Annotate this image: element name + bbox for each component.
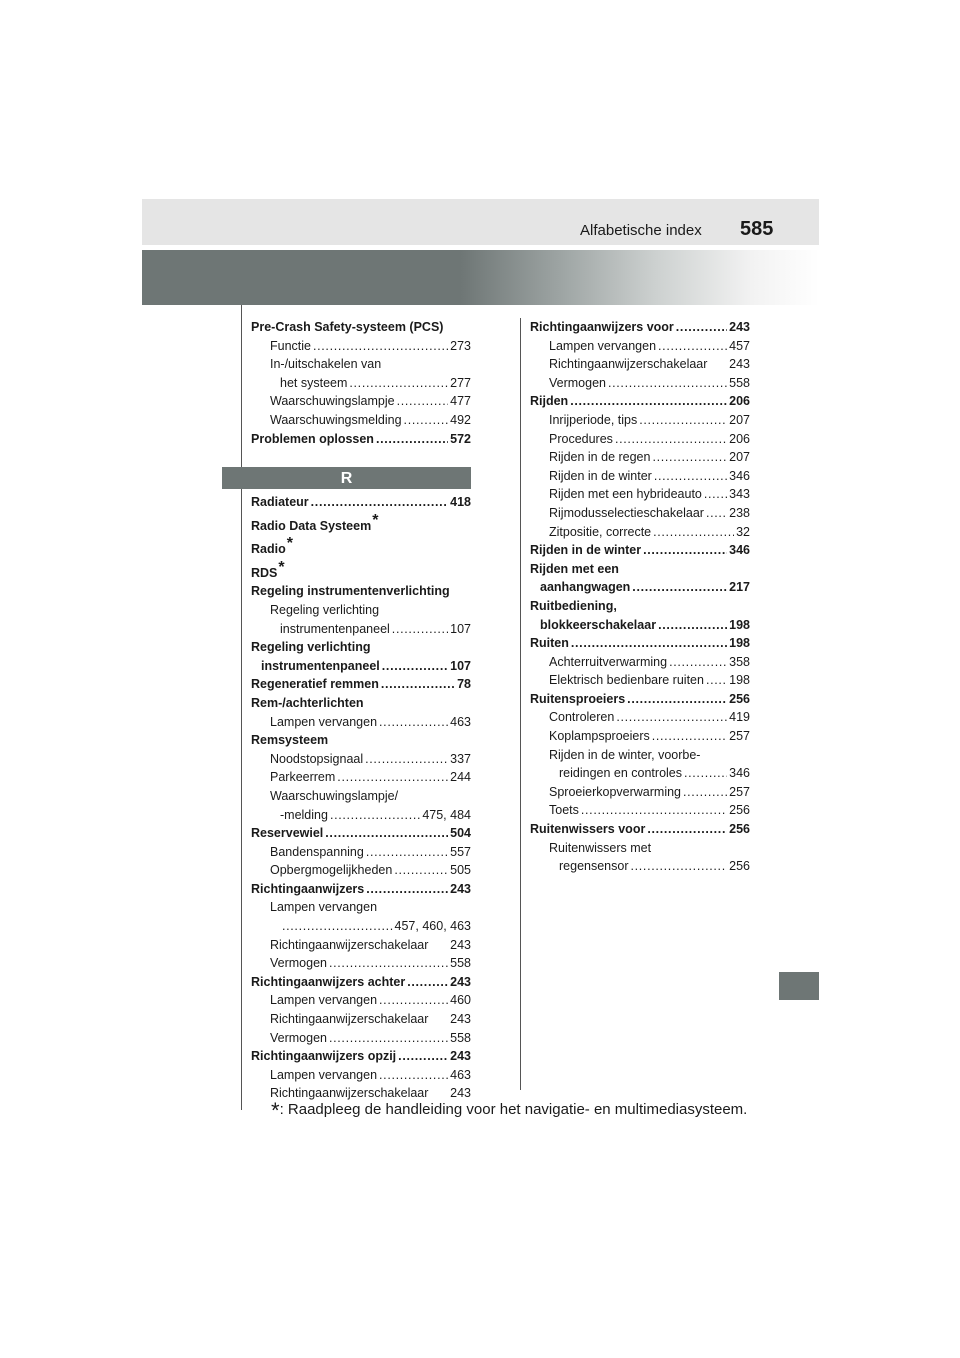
dot-leader — [706, 671, 727, 690]
entry-term: Waarschuwingslampje/ — [270, 788, 399, 803]
entry-term: Bandenspanning — [270, 844, 364, 859]
entry-term: Richtingaanwijzerschakelaar — [270, 1012, 429, 1027]
entry-term: Sproeierkopverwarming — [549, 784, 682, 799]
entry-page: 463 — [450, 1067, 471, 1082]
dot-leader — [282, 917, 393, 936]
entry-page: 337 — [450, 751, 471, 766]
dot-leader — [379, 713, 448, 732]
dot-leader — [608, 374, 727, 393]
index-entry — [251, 1029, 471, 1048]
entry-term: Richtingaanwijzerschakelaar — [270, 1086, 429, 1101]
entry-term: In-/uitschakelen van — [270, 357, 382, 372]
entry-page: 107 — [450, 658, 471, 673]
entry-page: 343 — [729, 487, 750, 502]
entry-term: Noodstopsignaal — [270, 751, 364, 766]
entry-page: 206 — [729, 394, 750, 409]
dot-leader — [639, 411, 727, 430]
index-entry — [530, 634, 750, 653]
entry-term: Rijden met een — [530, 561, 619, 576]
entry-page: 492 — [450, 412, 471, 427]
index-entry — [530, 727, 750, 746]
dot-leader — [376, 430, 448, 449]
entry-page: 256 — [729, 859, 750, 874]
footnote-ref: * — [372, 511, 379, 529]
entry-page: 346 — [729, 468, 750, 483]
dot-leader — [379, 991, 448, 1010]
index-column-left-r — [251, 493, 471, 1103]
index-entry — [530, 708, 750, 727]
entry-term: Radio* — [251, 535, 293, 557]
index-column-right — [530, 318, 750, 876]
dot-leader — [398, 1047, 448, 1066]
entry-page: 256 — [729, 803, 750, 818]
left-margin-rule — [241, 305, 242, 1110]
entry-page: 504 — [450, 826, 471, 841]
index-entry — [251, 601, 471, 620]
entry-term: Vermogen — [270, 1030, 327, 1045]
index-entry — [251, 954, 471, 973]
index-entry — [251, 675, 471, 694]
entry-page: 206 — [729, 431, 750, 446]
entry-term: Procedures — [549, 431, 613, 446]
index-entry — [251, 917, 471, 936]
entry-page: 477 — [450, 394, 471, 409]
entry-page: 32 — [736, 524, 750, 539]
footnote-ref: * — [278, 558, 285, 576]
index-entry — [251, 880, 471, 899]
entry-term: Vermogen — [270, 956, 327, 971]
dot-leader — [669, 653, 727, 672]
index-entry — [251, 535, 471, 559]
entry-term: Lampen vervangen — [270, 900, 378, 915]
index-entry — [251, 512, 471, 536]
entry-term: instrumentenpaneel — [261, 658, 380, 673]
index-entry — [530, 485, 750, 504]
dot-leader — [337, 768, 448, 787]
entry-term: Regeling instrumentenverlichting — [251, 584, 450, 599]
index-entry — [530, 560, 750, 579]
dot-leader — [381, 675, 455, 694]
entry-page: 198 — [729, 636, 750, 651]
entry-page: 238 — [729, 505, 750, 520]
dot-leader — [571, 634, 727, 653]
index-entry — [530, 857, 750, 876]
index-entry — [251, 824, 471, 843]
dot-leader — [397, 392, 449, 411]
dot-leader — [627, 690, 727, 709]
entry-page: 243 — [450, 881, 471, 896]
dot-leader — [683, 783, 727, 802]
index-entry — [530, 578, 750, 597]
entry-page: 243 — [450, 1012, 471, 1027]
entry-term: Richtingaanwijzers opzij — [251, 1049, 397, 1064]
index-entry — [251, 731, 471, 750]
dot-leader — [404, 411, 449, 430]
entry-page: 257 — [729, 784, 750, 799]
entry-term: Regeneratief remmen — [251, 677, 379, 692]
entry-term: Elektrisch bedienbare ruiten — [549, 673, 704, 688]
dot-leader — [643, 541, 727, 560]
dot-leader — [615, 430, 727, 449]
entry-page: 198 — [729, 617, 750, 632]
chapter-tab — [779, 972, 819, 1000]
index-entry — [251, 374, 471, 393]
index-entry — [530, 430, 750, 449]
entry-term: Functie — [270, 338, 311, 353]
entry-page: 107 — [450, 621, 471, 636]
section-letter-bar: R — [222, 467, 471, 489]
entry-term: Waarschuwingslampje — [270, 394, 395, 409]
entry-term: Richtingaanwijzers voor — [530, 320, 674, 334]
entry-page: 475, 484 — [422, 807, 471, 822]
dot-leader — [581, 801, 727, 820]
entry-page: 505 — [450, 863, 471, 878]
index-entry — [251, 620, 471, 639]
entry-page: 256 — [729, 691, 750, 706]
dot-leader — [407, 973, 448, 992]
index-entry — [251, 657, 471, 676]
dot-leader — [366, 880, 448, 899]
entry-term: Koplampsproeiers — [549, 729, 650, 744]
entry-term: Rijden in de winter — [530, 543, 642, 558]
entry-page: 243 — [450, 937, 471, 952]
dot-leader — [632, 578, 727, 597]
entry-term: het systeem — [280, 375, 348, 390]
entry-term: Richtingaanwijzerschakelaar — [549, 357, 708, 372]
dot-leader — [647, 820, 727, 839]
index-entry — [530, 839, 750, 858]
index-entry — [530, 820, 750, 839]
dot-leader — [379, 1066, 448, 1085]
index-entry — [251, 318, 471, 337]
entry-term: Opbergmogelijkheden — [270, 863, 393, 878]
entry-term: Vermogen — [549, 375, 606, 390]
index-entry — [251, 392, 471, 411]
entry-term: Regeling verlichting — [270, 602, 380, 617]
entry-term: Lampen vervangen — [270, 1067, 378, 1082]
entry-term: Controleren — [549, 710, 615, 725]
index-entry — [530, 746, 750, 765]
entry-page: 198 — [729, 673, 750, 688]
index-entry — [251, 750, 471, 769]
entry-term: Lampen vervangen — [270, 714, 378, 729]
entry-term: Richtingaanwijzers — [251, 881, 365, 896]
entry-page: 257 — [729, 729, 750, 744]
footnote — [271, 1098, 747, 1124]
dot-leader — [570, 392, 727, 411]
entry-term: Ruitbediening, — [530, 598, 617, 613]
entry-term: Radio Data Systeem* — [251, 511, 379, 533]
entry-term: Radiateur — [251, 495, 309, 509]
index-entry — [530, 597, 750, 616]
entry-term: Ruiten — [530, 636, 569, 651]
entry-page: 419 — [729, 710, 750, 725]
dot-leader — [652, 448, 727, 467]
dot-leader — [392, 620, 448, 639]
dot-leader — [349, 374, 448, 393]
dot-leader — [330, 806, 420, 825]
header-title: Alfabetische index — [580, 222, 702, 239]
index-entry — [530, 504, 750, 523]
entry-page: 358 — [729, 654, 750, 669]
dot-leader — [616, 708, 727, 727]
entry-term: regensensor — [559, 859, 629, 874]
dot-leader — [653, 523, 734, 542]
entry-page: 558 — [450, 956, 471, 971]
dot-leader — [382, 657, 448, 676]
index-entry — [251, 713, 471, 732]
header-gradient-band — [142, 250, 819, 305]
entry-term: Richtingaanwijzerschakelaar — [270, 937, 429, 952]
index-entry — [530, 318, 750, 337]
index-entry — [530, 541, 750, 560]
entry-term: Lampen vervangen — [270, 993, 378, 1008]
entry-term: Regeling verlichting — [251, 640, 371, 655]
index-column-left-top — [251, 318, 471, 448]
index-entry — [251, 694, 471, 713]
index-entry — [530, 337, 750, 356]
index-entry — [251, 768, 471, 787]
dot-leader — [313, 337, 448, 356]
entry-term: Waarschuwingsmelding — [270, 412, 402, 427]
index-entry — [530, 355, 750, 374]
entry-term: Zitpositie, correcte — [549, 524, 652, 539]
entry-page: 243 — [450, 1086, 471, 1101]
entry-term: Rijden met een hybrideauto — [549, 487, 702, 502]
dot-leader — [329, 954, 448, 973]
entry-page: 256 — [729, 822, 750, 837]
entry-page: 217 — [729, 580, 750, 595]
entry-page: 243 — [729, 320, 750, 334]
entry-term: blokkeerschakelaar — [540, 617, 657, 632]
column-divider — [520, 318, 521, 1090]
index-entry — [530, 653, 750, 672]
entry-page: 273 — [450, 338, 471, 353]
index-entry — [530, 616, 750, 635]
entry-page: 457 — [729, 338, 750, 353]
dot-leader — [684, 764, 727, 783]
dot-leader — [365, 750, 448, 769]
entry-term: aanhangwagen — [540, 580, 631, 595]
index-entry — [530, 392, 750, 411]
entry-term: Reservewiel — [251, 826, 324, 841]
entry-term: Rijden — [530, 394, 569, 409]
dot-leader — [676, 318, 727, 337]
entry-page: 207 — [729, 412, 750, 427]
index-entry — [251, 430, 471, 449]
index-entry — [251, 936, 471, 955]
dot-leader — [311, 493, 448, 512]
entry-term: Remsysteem — [251, 733, 329, 748]
entry-page: 463 — [450, 714, 471, 729]
entry-term: Problemen oplossen — [251, 431, 374, 446]
entry-term: reidingen en controles — [559, 766, 682, 781]
index-entry — [251, 559, 471, 583]
entry-page: 78 — [457, 677, 471, 692]
footnote-ref: * — [286, 535, 293, 553]
dot-leader — [631, 857, 728, 876]
header-bar — [142, 199, 819, 245]
index-entry — [251, 843, 471, 862]
entry-term: Ruitensproeiers — [530, 691, 626, 706]
dot-leader — [704, 485, 727, 504]
entry-term: Parkeerrem — [270, 770, 336, 785]
page-number: 585 — [740, 218, 774, 240]
dot-leader — [325, 824, 448, 843]
index-entry — [530, 783, 750, 802]
entry-page: 558 — [729, 375, 750, 390]
entry-page: 207 — [729, 450, 750, 465]
index-entry — [251, 973, 471, 992]
entry-page: 460 — [450, 993, 471, 1008]
entry-term: Lampen vervangen — [549, 338, 657, 353]
entry-page: 572 — [450, 431, 471, 446]
entry-term: Achterruitverwarming — [549, 654, 668, 669]
entry-term: Rijden in de winter — [549, 468, 652, 483]
index-entry — [530, 764, 750, 783]
index-entry — [530, 690, 750, 709]
dot-leader — [706, 504, 727, 523]
index-entry — [251, 861, 471, 880]
index-entry — [251, 411, 471, 430]
index-entry — [251, 493, 471, 512]
footnote-text: : Raadpleeg de handleiding voor het navigatie- en multimediasysteem. — [279, 1101, 748, 1118]
index-entry — [251, 1010, 471, 1029]
index-entry — [530, 801, 750, 820]
index-entry — [251, 1047, 471, 1066]
entry-term: -melding — [280, 807, 328, 822]
entry-page: 243 — [450, 1049, 471, 1064]
entry-term: Toets — [549, 803, 579, 818]
index-entry — [251, 638, 471, 657]
entry-page: 418 — [450, 495, 471, 509]
index-entry — [251, 337, 471, 356]
index-entry — [530, 523, 750, 542]
entry-term: instrumentenpaneel — [280, 621, 390, 636]
entry-term: Ruitenwissers voor — [530, 822, 646, 837]
entry-term: Inrijperiode, tips — [549, 412, 638, 427]
index-entry — [530, 671, 750, 690]
entry-page: 346 — [729, 543, 750, 558]
index-entry — [251, 991, 471, 1010]
entry-page: 558 — [450, 1030, 471, 1045]
index-entry — [251, 806, 471, 825]
index-entry — [530, 448, 750, 467]
index-entry — [530, 411, 750, 430]
footnote-marker: * — [271, 1098, 280, 1123]
index-entry — [251, 1066, 471, 1085]
dot-leader — [658, 616, 727, 635]
dot-leader — [329, 1029, 448, 1048]
entry-term: RDS* — [251, 558, 285, 580]
index-entry — [251, 355, 471, 374]
entry-page: 244 — [450, 770, 471, 785]
entry-page: 243 — [450, 974, 471, 989]
entry-term: Richtingaanwijzers achter — [251, 974, 406, 989]
entry-page: 346 — [729, 766, 750, 781]
index-entry — [251, 582, 471, 601]
entry-term: Rijden in de regen — [549, 450, 651, 465]
entry-term: Rijden in de winter, voorbe- — [549, 747, 701, 762]
dot-leader — [654, 467, 727, 486]
entry-term: Rem-/achterlichten — [251, 695, 364, 710]
index-entry — [530, 467, 750, 486]
index-entry — [251, 787, 471, 806]
dot-leader — [658, 337, 727, 356]
entry-page: 243 — [729, 357, 750, 372]
index-entry — [251, 898, 471, 917]
dot-leader — [394, 861, 448, 880]
index-entry — [530, 374, 750, 393]
entry-page: 557 — [450, 844, 471, 859]
entry-term: Pre-Crash Safety-systeem (PCS) — [251, 320, 444, 334]
entry-page: 457, 460, 463 — [394, 919, 471, 934]
entry-page: 277 — [450, 375, 471, 390]
entry-term: Rijmodusselectieschakelaar — [549, 505, 704, 520]
dot-leader — [652, 727, 727, 746]
dot-leader — [366, 843, 448, 862]
entry-term: Ruitenwissers met — [549, 840, 652, 855]
